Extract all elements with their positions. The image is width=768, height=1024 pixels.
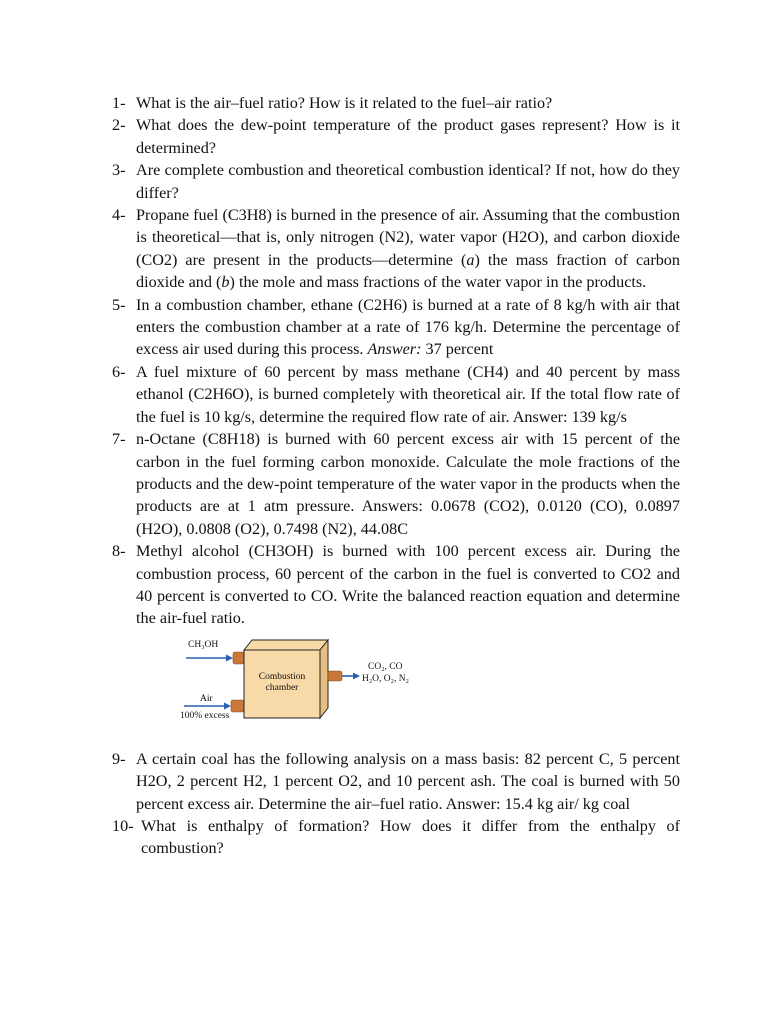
question-text: What is the air–fuel ratio? How is it related to the fuel–air ratio? [136,94,553,112]
products-outlet-arrowhead [353,672,360,679]
question-10 [112,815,680,860]
air-label: Air [200,693,213,704]
question-text-part: ) the mass fraction of carbon dioxide and ( [136,250,680,292]
air-inlet-pipe [231,700,244,712]
question-number: 5- [112,295,126,314]
chamber-label-line2: chamber [265,682,299,693]
question-number: 6- [112,362,126,381]
fuel-label: CH₃OH [188,639,219,650]
question-text [136,204,680,294]
question-2 [112,114,680,159]
question-number: 2- [112,116,126,135]
question-number: 1- [112,94,126,112]
question-5 [112,294,680,361]
air-excess-label: 100% excess [180,710,230,721]
question-number: 8- [112,542,126,561]
question-text: A certain coal has the following analysis on a mass basis: 82 percent C, 5 percent H2O, 2 percent H2, 1 percent O2, and 10 percent ash. The coal is burned with 50 percent excess air. Determine the air–fuel ratio. Answer: 15.4 kg air/ kg coal [136,749,680,813]
combustion-chamber-figure [176,636,426,726]
question-text: A fuel mixture of 60 percent by mass methane (CH4) and 40 percent by mass ethanol (C2H6O), is burned completely with theoretical air. If the total flow rate of the fuel is 10 kg/s, determine the required flow rate of air. Answer: 139 kg/s [136,362,680,426]
air-inlet-arrowhead [224,702,231,709]
chamber-top-face [244,640,328,650]
question-number: 7- [112,430,126,449]
question-text: What does the dew-point temperature of the product gases represent? How is it determined? [136,116,680,157]
question-text-part: Propane fuel (C3H8) is burned in the presence of air. Assuming that the combustion is theoretical—that is, only nitrogen (N2), water vapor (H2O), and carbon dioxide (CO2) are present in the products—determine ( [136,206,680,269]
question-7 [112,428,680,540]
question-text: Are complete combustion and theoretical combustion identical? If not, how do they differ? [136,161,680,202]
question-8 [112,540,680,630]
products-label-line1: CO₂, CO [368,661,403,672]
answer-label: Answer: [367,340,422,359]
question-1 [112,92,680,114]
question-text [136,294,680,361]
question-3 [112,159,680,204]
question-4 [112,204,680,294]
question-text-part: ) the mole and mass fractions of the water vapor in the products. [229,273,647,292]
part-marker: b [221,273,230,292]
part-marker: a [466,250,475,269]
question-number: 10- [112,816,134,835]
fuel-inlet-pipe [233,652,244,664]
question-number: 4- [112,206,126,225]
question-number: 9- [112,749,126,768]
products-label-line2: H₂O, O₂, N₂ [362,673,409,684]
question-text-part: In a combustion chamber, ethane (C2H6) is burned at a rate of 8 kg/h with air that enters the combustion chamber at a rate of 176 kg/h. Determine the percentage of excess air used during this process. [136,295,680,359]
question-number: 3- [112,161,126,180]
question-9 [112,748,680,815]
question-list [112,92,680,860]
chamber-label-line1: Combustion [258,671,306,682]
question-text: Methyl alcohol (CH3OH) is burned with 100 percent excess air. During the combustion process, 60 percent of the carbon in the fuel is converted to CO2 and 40 percent is converted to CO. Write the balanced reaction equation and determine the air-fuel ratio. [136,542,680,628]
answer-value: 37 percent [425,340,494,359]
question-6 [112,361,680,428]
products-outlet-pipe [328,671,342,681]
question-text: n-Octane (C8H18) is burned with 60 percent excess air with 15 percent of the carbon in the fuel forming carbon monoxide. Calculate the mole fractions of the products and the dew-point temperature of the water vapor in the products when the products are at 1 atm pressure. Answers: 0.0678 (CO2), 0.0120 (CO), 0.0897 (H2O), 0.0808 (O2), 0.7498 (N2), 44.08C [136,430,680,538]
fuel-inlet-arrowhead [226,654,233,661]
question-text: What is enthalpy of formation? How does it differ from the enthalpy of combustion? [141,816,680,858]
chamber-side-face [320,640,328,718]
